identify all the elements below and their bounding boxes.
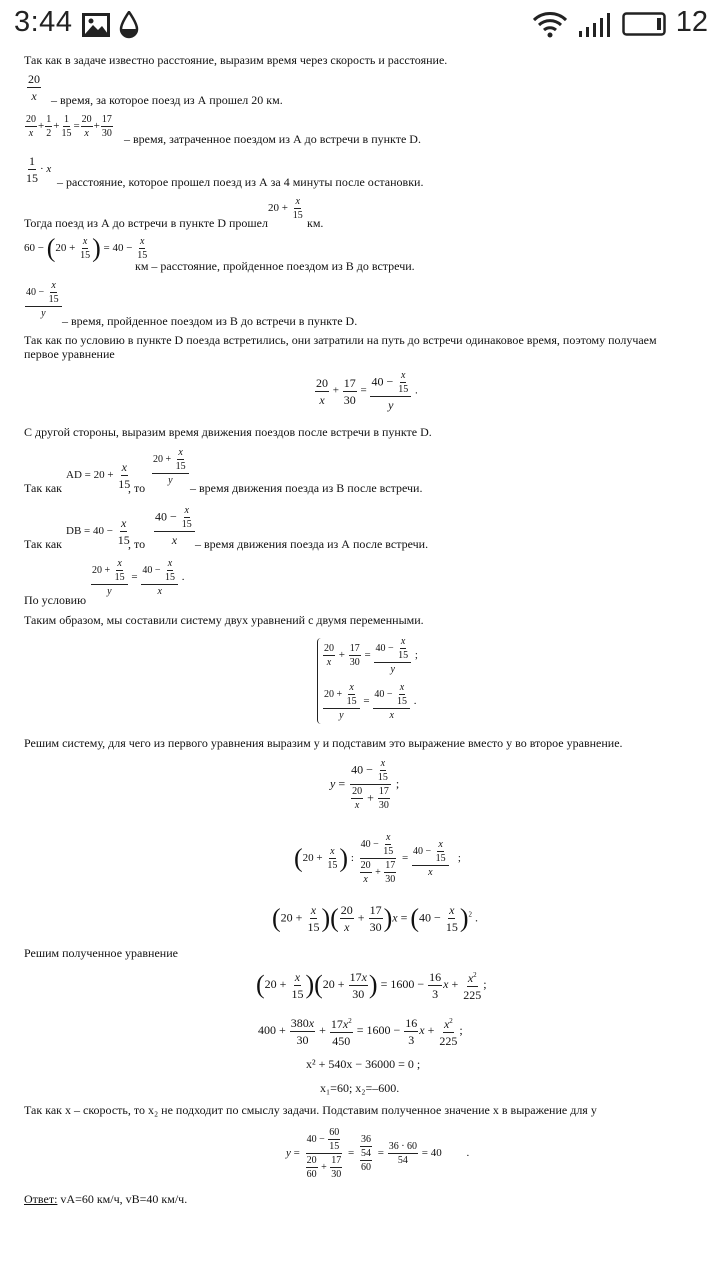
formula: y = 40 − $\frac{60}{15}$ $\frac{20}{60}$ + $\frac{17}{30}$ = $\frac{36}{\frac{54}{60}}$ = $\frac{36 \cdot 60}{54}$ = 40 . <box>286 1127 470 1180</box>
formula: (20 + $\frac{x}{15}$ )( $\frac{20}{x}$ + $\frac{17}{30}$ )x = (40 − $\frac{x}{15}$ )$^2$ . <box>272 903 478 934</box>
wifi-icon <box>533 11 567 39</box>
text-line: Тогда поезд из А до встречи в пункте D прошел <box>24 216 268 230</box>
text-line: – время, за которое поезд из А прошел 20 км. <box>51 93 283 107</box>
text-line: – время движения поезда из А после встречи. <box>195 537 429 551</box>
text-line: км – расстояние, пройденное поездом из В до встречи. <box>135 259 415 273</box>
answer-line <box>24 1192 187 1206</box>
formula: (20 + $\frac{x}{15}$ ) : 40 − $\frac{x}{15}$ $\frac{20}{x}$ + $\frac{17}{30}$ = 40 − $\frac{x}{15}$ x ; <box>294 832 461 885</box>
text-line: – время, пройденное поездом из В до встречи в пункте D. <box>62 314 358 328</box>
image-icon <box>82 13 110 37</box>
formula: 20 + $\frac{x}{15}$ y = 40 − $\frac{x}{15}$ x . <box>92 558 185 597</box>
formula: $\frac{20}{x}$ + $\frac{1}{2}$ + $\frac{1}{15}$ = $\frac{20}{x}$ + $\frac{17}{30}$ <box>26 114 112 139</box>
system-brace <box>317 638 321 724</box>
signal-icon <box>578 12 614 38</box>
text-line: По условию <box>24 593 87 607</box>
text-line: Так как <box>24 537 62 551</box>
formula: 20 + $\frac{x}{15}$ y <box>151 447 190 486</box>
formula: (20 + $\frac{x}{15}$ )(20 + $\frac{17x}{30}$ ) = 1600 − $\frac{16}{3}$ x + $\frac{x^2}{225}$ ; <box>256 969 487 1002</box>
clock: 3:44 <box>14 6 73 38</box>
formula: 60 − (20 + $\frac{x}{15}$ ) = 40 − $\frac{x}{15}$ <box>24 233 148 263</box>
equation-line: x² + 540x − 36000 = 0 ; <box>306 1057 421 1071</box>
formula: 40 − $\frac{x}{15}$ x <box>153 505 196 547</box>
formula: $\frac{20}{x}$ + $\frac{17}{30}$ = 40 − $\frac{x}{15}$ y . <box>316 370 418 412</box>
text-line: Таким образом, мы составили систему двух уравнений с двумя переменными. <box>24 613 424 627</box>
formula: y = 40 − $\frac{x}{15}$ $\frac{20}{x}$ + $\frac{17}{30}$ ; <box>330 758 400 811</box>
formula: 20 + $\frac{x}{15}$ y = 40 − $\frac{x}{15}$ x . <box>324 682 417 721</box>
text-line: Так как x – скорость, то x₂ не подходит по смыслу задачи. Подставим полученное значение x в выражение для y <box>24 1103 597 1117</box>
formula: $\frac{1}{15}$ · x <box>26 154 52 185</box>
text-line: , то <box>128 481 146 495</box>
answer-text: vA=60 км/ч, vB=40 км/ч. <box>60 1192 188 1206</box>
text-line: – расстояние, которое прошел поезд из А за 4 минуты после остановки. <box>57 175 424 189</box>
text-line: – время, затраченное поездом из А до встречи в пункте D. <box>124 132 421 146</box>
text-line: – время движения поезда из В после встречи. <box>190 481 423 495</box>
battery-level: 12 <box>675 6 708 38</box>
formula: DB = 40 − $\frac{x}{15}$ <box>66 516 130 547</box>
text-line: Так как в задаче известно расстояние, выразим время через скорость и расстояние. <box>24 53 448 67</box>
formula: 20 + $\frac{x}{15}$ <box>268 196 303 221</box>
text-line: Решим полученное уравнение <box>24 946 178 960</box>
formula: $\frac{20}{x}$ + $\frac{17}{30}$ = 40 − $\frac{x}{15}$ y ; <box>324 636 418 675</box>
text-line: Так как <box>24 481 62 495</box>
text-line: С другой стороны, выразим время движения поездов после встречи в пункте D. <box>24 425 432 439</box>
text-paragraph: Так как по условию в пункте D поезда встретились, они затратили на путь до встречи одинаковое время, поэтому получаем первое уравнение <box>24 333 657 361</box>
battery-icon <box>622 12 668 36</box>
text-line: , то <box>128 537 146 551</box>
formula: $\frac{20}{x}$ <box>28 72 40 103</box>
text-line: Решим систему, для чего из первого уравнения выразим y и подставим это выражение вместо y во второе уравнение. <box>24 736 623 750</box>
text-line: км. <box>307 216 324 230</box>
status-bar <box>0 0 720 48</box>
roots-line: x₁=60; x₂=–600. <box>320 1081 400 1095</box>
formula: 400 + $\frac{380x}{30}$ + $\frac{17x^2}{450}$ = 1600 − $\frac{16}{3}$ x + $\frac{x^2}{225}$ ; <box>258 1015 463 1048</box>
answer-label: Ответ: <box>24 1192 58 1206</box>
water-drop-icon <box>119 11 139 39</box>
formula: AD = 20 + $\frac{x}{15}$ <box>66 460 131 491</box>
formula: 40 − $\frac{x}{15}$ y <box>24 280 63 319</box>
